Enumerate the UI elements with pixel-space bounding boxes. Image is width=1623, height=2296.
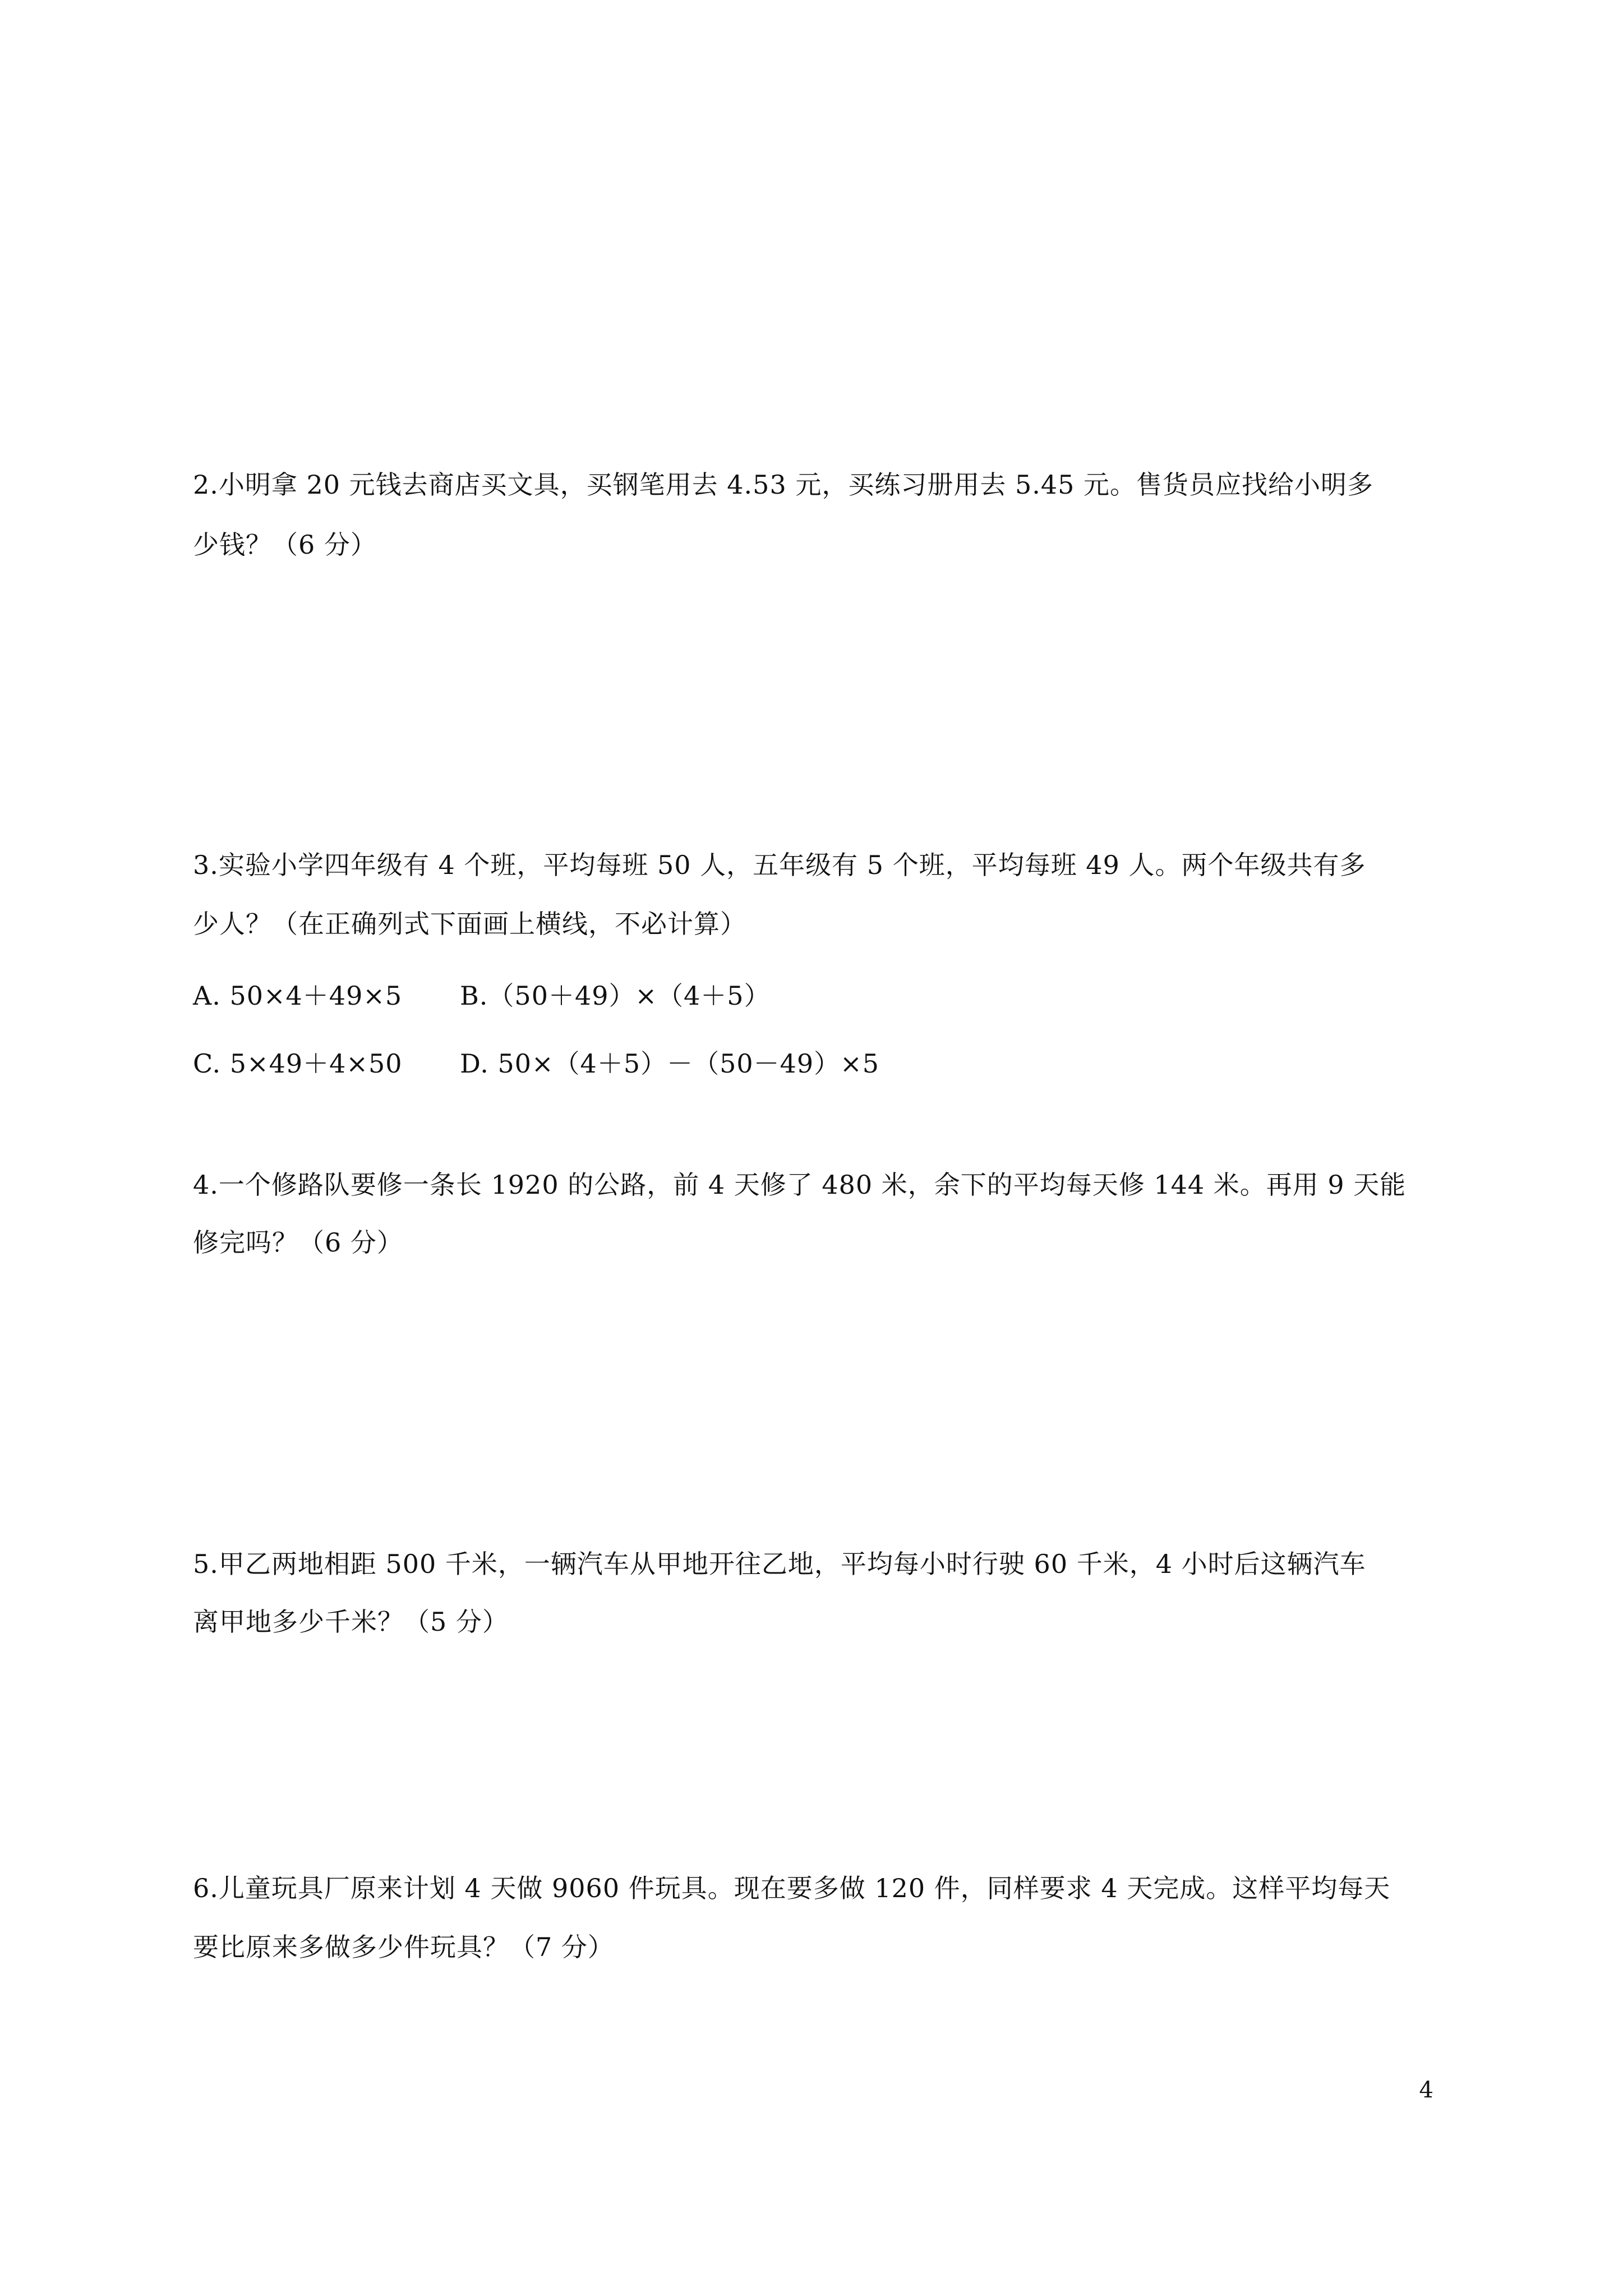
- question-4-text-1: 一个修路队要修一条长 1920 的公路，前 4 天修了 480 米，余下的平均每天修 144 米。再用 9 天能: [218, 1170, 1407, 1200]
- question-3-line-1: [193, 848, 1366, 882]
- question-5-number: 5.: [193, 1549, 219, 1579]
- question-3-option-d: D. 50×（4＋5）－（50－49）×5: [460, 1048, 879, 1079]
- question-3-number: 3.: [193, 850, 219, 880]
- question-6-number: 6.: [193, 1873, 219, 1903]
- question-3-option-c: C. 5×49＋4×50: [193, 1048, 403, 1079]
- question-3-line-2: [193, 907, 746, 941]
- question-2-line-1: [193, 468, 1373, 501]
- page-number: 4: [1419, 2077, 1433, 2103]
- question-4-line-2: [193, 1226, 403, 1259]
- question-3-text-2: 少人？（在正确列式下面画上横线，不必计算）: [193, 909, 746, 939]
- question-3-option-a: A. 50×4＋49×5: [193, 981, 403, 1011]
- question-4-line-1: [193, 1168, 1406, 1202]
- question-2-line-2: [193, 528, 377, 562]
- question-5-line-1: [193, 1547, 1366, 1581]
- question-5-line-2: [193, 1605, 509, 1639]
- question-4-number: 4.: [193, 1170, 219, 1200]
- question-2-text-1: 小明拿 20 元钱去商店买文具，买钢笔用去 4.53 元，买练习册用去 5.45 元。售货员应找给小明多: [218, 470, 1373, 500]
- question-6-text-2: 要比原来多做多少件玩具？（7 分）: [193, 1932, 614, 1962]
- question-6-line-1: [193, 1871, 1390, 1905]
- question-6-line-2: [193, 1930, 614, 1964]
- question-2-number: 2.: [193, 470, 219, 500]
- question-5-text-1: 甲乙两地相距 500 千米，一辆汽车从甲地开往乙地，平均每小时行驶 60 千米，4 小时后这辆汽车: [218, 1549, 1366, 1579]
- question-4-text-2: 修完吗？（6 分）: [193, 1227, 403, 1258]
- question-5-text-2: 离甲地多少千米？（5 分）: [193, 1607, 509, 1637]
- question-3-text-1: 实验小学四年级有 4 个班，平均每班 50 人，五年级有 5 个班，平均每班 49 人。两个年级共有多: [218, 850, 1366, 880]
- question-2-text-2: 少钱？（6 分）: [193, 530, 377, 560]
- question-6-text-1: 儿童玩具厂原来计划 4 天做 9060 件玩具。现在要多做 120 件，同样要求 4 天完成。这样平均每天: [218, 1873, 1391, 1903]
- question-3-option-b: B.（50＋49）×（4＋5）: [460, 981, 771, 1011]
